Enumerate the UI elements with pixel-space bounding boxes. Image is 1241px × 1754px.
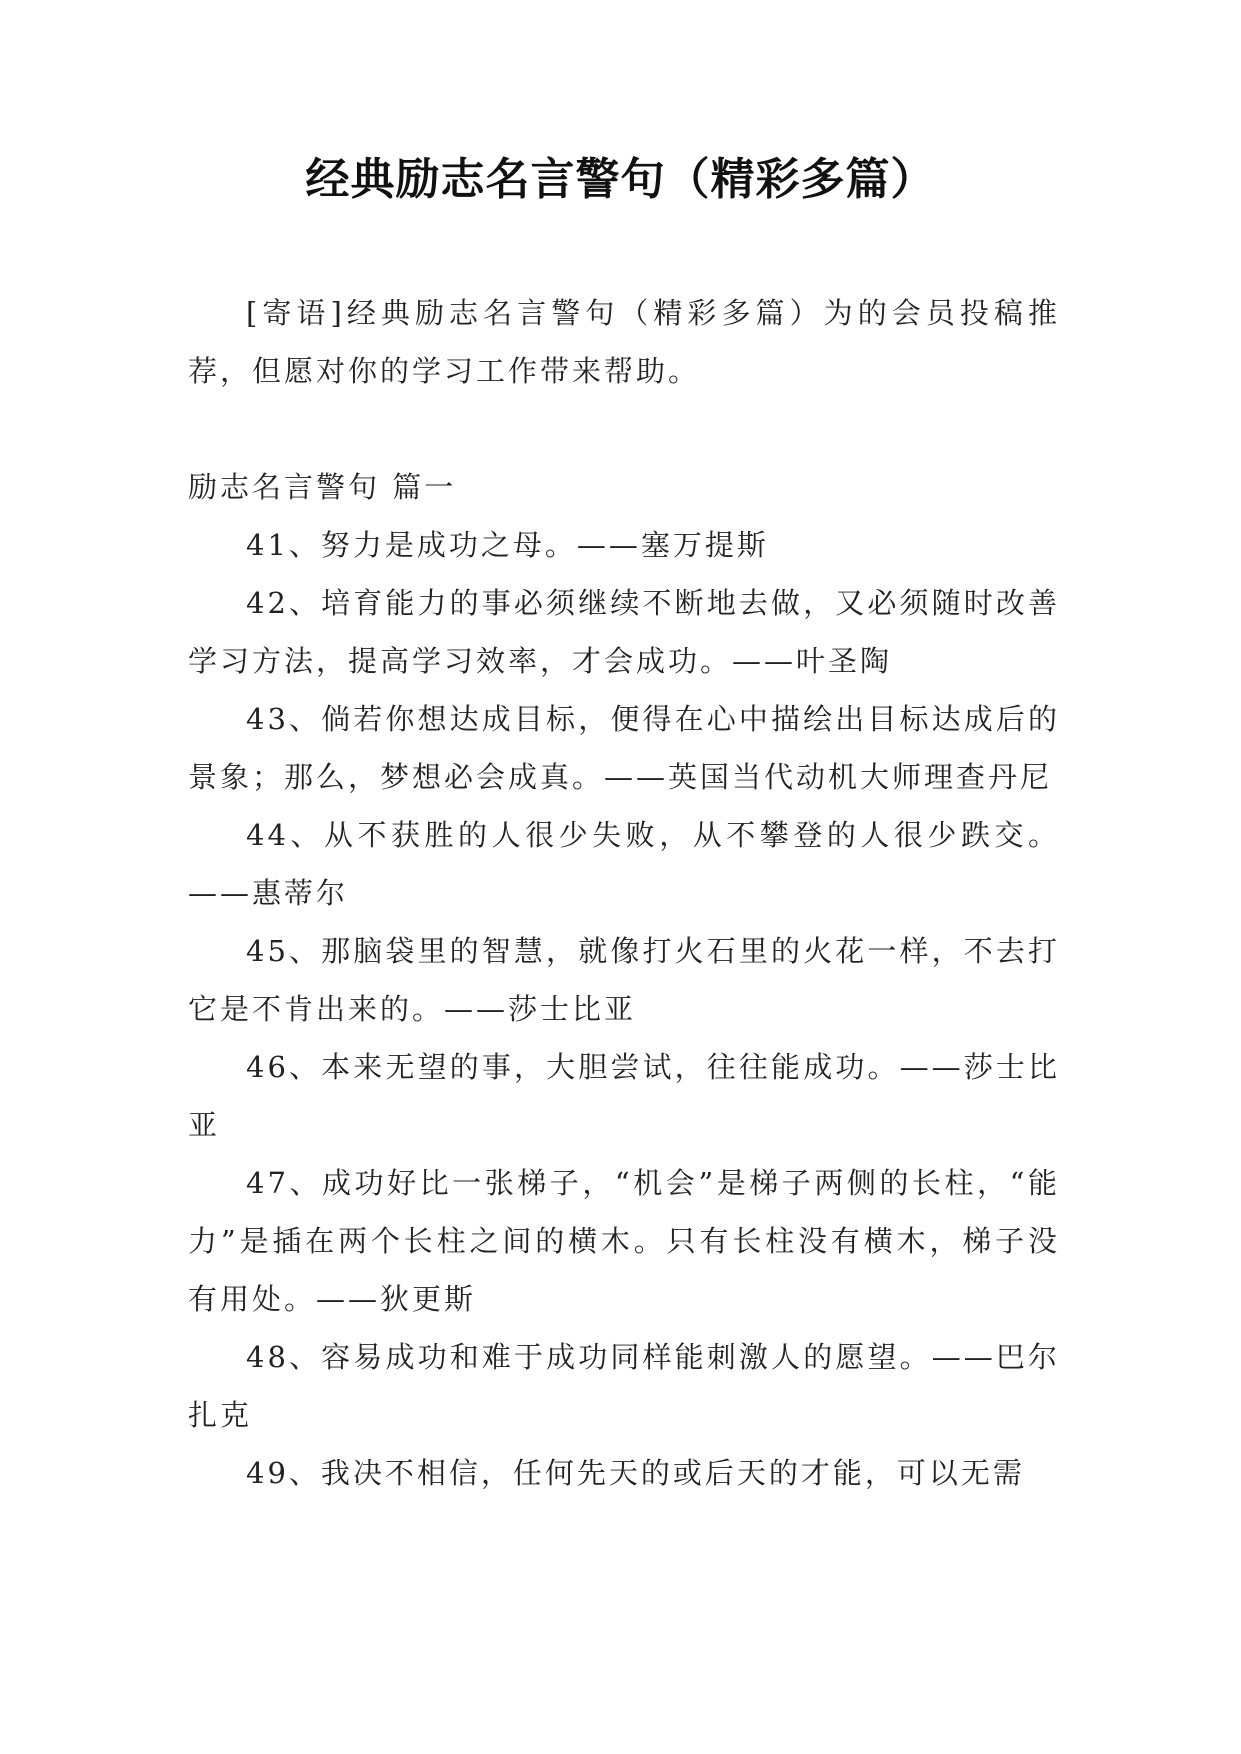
quote-paragraph: 41、努力是成功之母。——塞万提斯 [246, 528, 769, 562]
quote-paragraph: 42、培育能力的事必须继续不断地去做，又必须随时改善学习方法，提高学习效率，才会成功。——叶圣陶 [188, 586, 1060, 678]
quotes-section [188, 458, 1060, 1502]
intro-paragraph: [寄语]经典励志名言警句（精彩多篇）为的会员投稿推荐，但愿对你的学习工作带来帮助。 [188, 296, 1060, 388]
quote-paragraph: 44、从不获胜的人很少失败，从不攀登的人很少跌交。——惠蒂尔 [188, 818, 1060, 910]
section-heading: 励志名言警句 篇一 [188, 470, 457, 504]
quote-paragraph: 43、倘若你想达成目标，便得在心中描绘出目标达成后的景象；那么，梦想必会成真。——英国当代动机大师理查丹尼 [188, 702, 1060, 794]
quote-paragraph: 48、容易成功和难于成功同样能刺激人的愿望。——巴尔扎克 [188, 1340, 1060, 1432]
quote-paragraph: 49、我决不相信，任何先天的或后天的才能，可以无需 [246, 1456, 1025, 1490]
intro-section [188, 284, 1060, 400]
document-title: 经典励志名言警句（精彩多篇） [305, 154, 936, 205]
quote-paragraph: 45、那脑袋里的智慧，就像打火石里的火花一样，不去打它是不肯出来的。——莎士比亚 [188, 934, 1060, 1026]
quote-paragraph: 46、本来无望的事，大胆尝试，往往能成功。——莎士比亚 [188, 1050, 1060, 1142]
quote-paragraph: 47、成功好比一张梯子，“机会”是梯子两侧的长柱，“能力”是插在两个长柱之间的横木。只有长柱没有横木，梯子没有用处。——狄更斯 [188, 1166, 1060, 1316]
